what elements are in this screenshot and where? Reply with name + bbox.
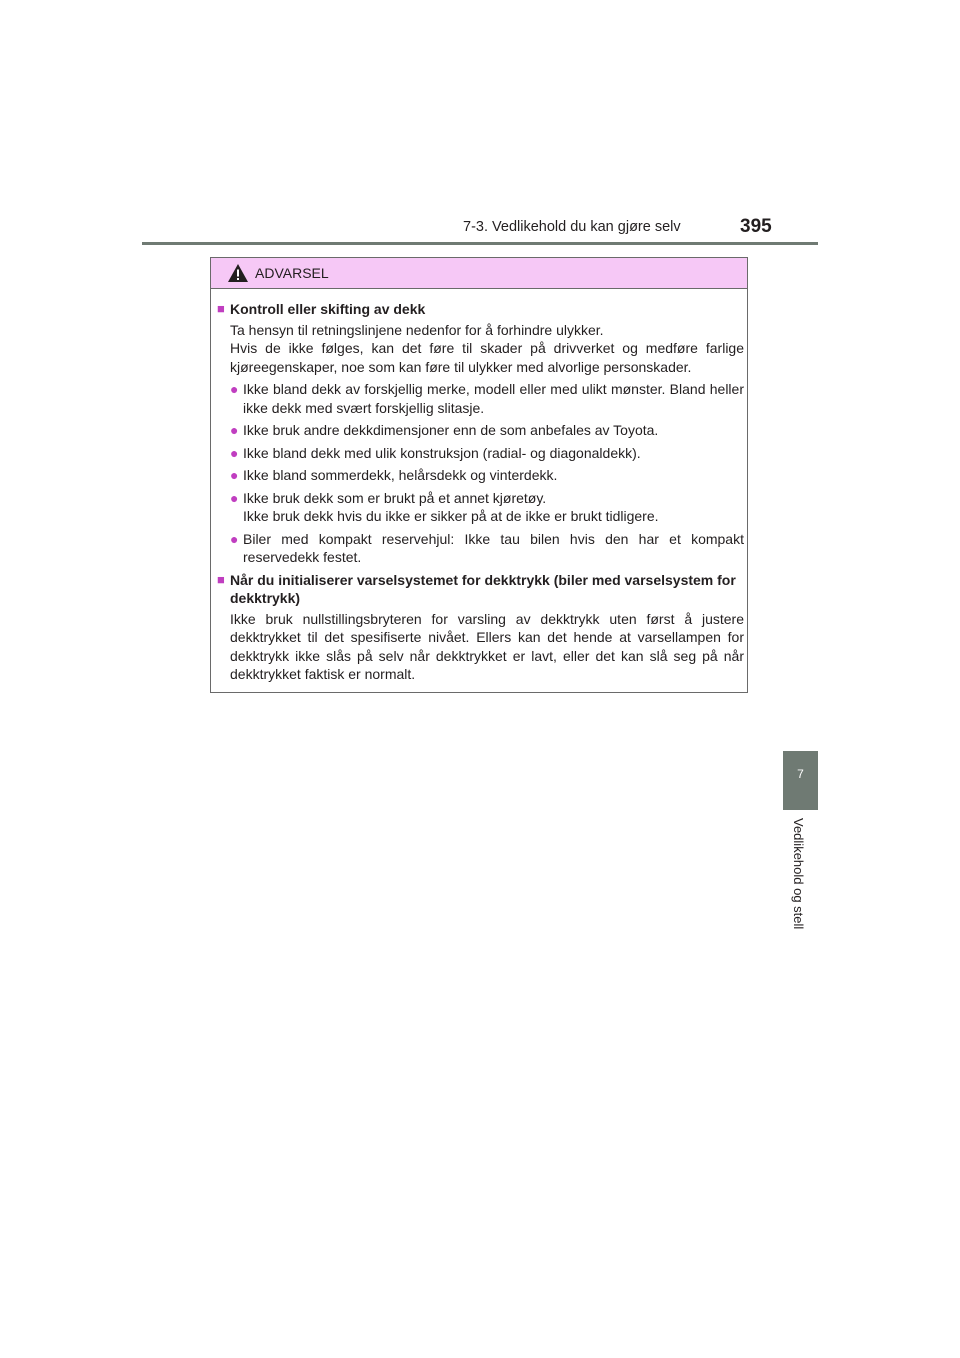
bullet-icon: ● [230, 444, 239, 461]
bullet-icon: ● [230, 530, 239, 547]
bullet-icon: ● [230, 489, 239, 506]
warning-content [217, 300, 744, 684]
bullet-icon: ● [230, 422, 239, 438]
tire-check-intro: Ta hensyn til retningslinjene nedenfor for å forhindre ulykker. Hvis de ikke følges, kan det føre til skader på drivverket og medføre farlige kjøreegenskaper, noe som kan føre til ulykker med alvorlige personskader. [230, 321, 744, 375]
list-item: ● Ikke bruk dekk som er brukt på et annet kjøretøy. Ikke bruk dekk hvis du ikke er sikker på at de ikke er brukt tidligere. [217, 489, 744, 526]
page-number: 395 [740, 216, 772, 237]
warning-header [211, 258, 747, 289]
square-marker-icon: ■ [217, 571, 225, 587]
chapter-title-vertical: Vedlikehold og stell [791, 818, 806, 930]
square-marker-icon: ■ [217, 301, 225, 316]
list-item: ● Ikke bruk andre dekkdimensjoner enn de som anbefales av Toyota. [217, 421, 744, 440]
bullet-icon: ● [230, 381, 239, 397]
chapter-tab [783, 751, 818, 810]
tpms-init-body: Ikke bruk nullstillingsbryteren for varsling av dekktrykk uten først å justere dekktrykket til det spesifiserte nivået. Ellers kan det hende at varsellampen for dekktrykk ikke slås på selv når dekktrykket er lavt, eller det kan slå seg på når dekktrykket faktisk er normalt. [230, 610, 744, 682]
section-heading-tire-check: ■ Kontroll eller skifting av dekk [217, 301, 426, 317]
chapter-number: 7 [797, 767, 804, 781]
bullet-icon: ● [230, 467, 239, 483]
list-item: ● Biler med kompakt reservehjul: Ikke tau bilen hvis den har et kompakt reservedekk festet. [217, 530, 744, 567]
warning-title: ADVARSEL [255, 265, 329, 281]
section-title: 7-3. Vedlikehold du kan gjøre selv [463, 219, 681, 235]
warning-triangle-icon [227, 263, 249, 283]
header-divider [142, 242, 818, 245]
section-heading-tpms-init: ■ Når du initialiserer varselsystemet for dekktrykk (biler med varselsystem for dekktrykk) [217, 571, 736, 606]
list-item: ● Ikke bland dekk med ulik konstruksjon (radial- og diagonaldekk). [217, 444, 744, 463]
warning-box [210, 257, 748, 693]
list-item: ● Ikke bland sommerdekk, helårsdekk og vinterdekk. [217, 466, 744, 485]
list-item: ● Ikke bland dekk av forskjellig merke, modell eller med ulikt mønster. Bland heller ikke dekk med svært forskjellig slitasje. [217, 380, 744, 417]
